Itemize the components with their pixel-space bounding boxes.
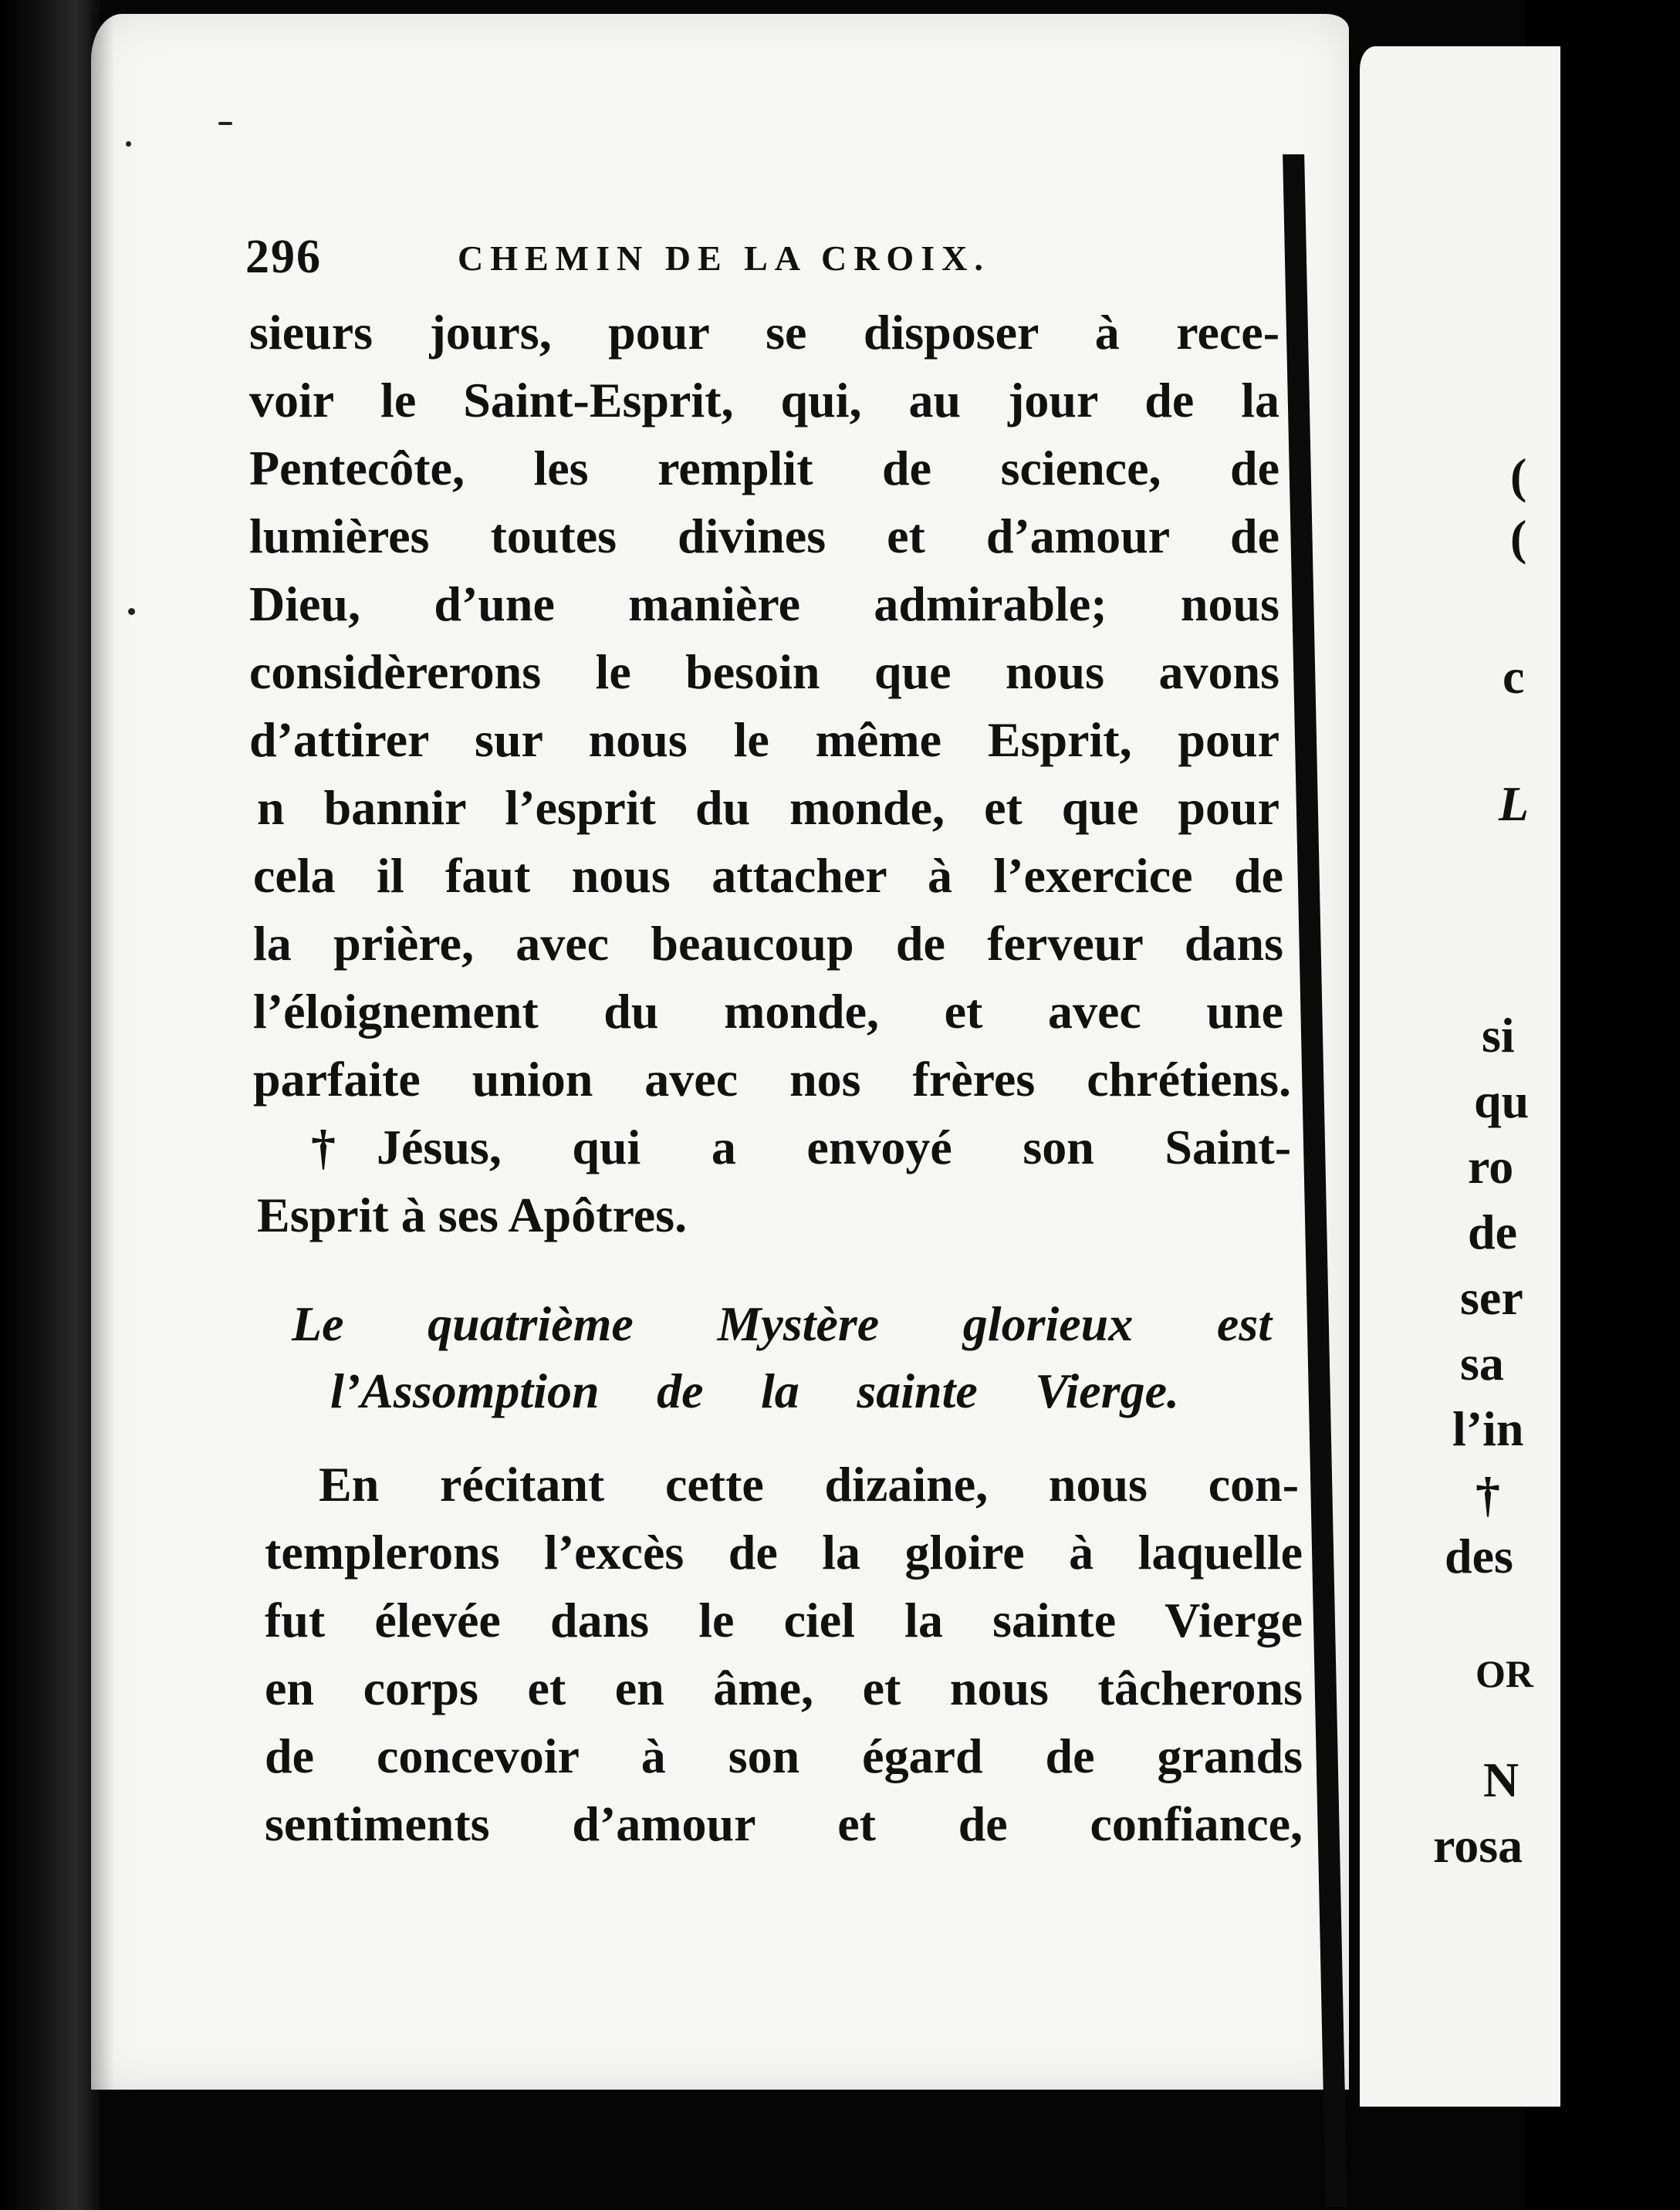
text-line: parfaite union avec nos frères chrétiens. xyxy=(253,1052,1291,1107)
heading-line: l’Assomption de la sainte Vierge. xyxy=(330,1364,1179,1418)
text-line: fut élevée dans le ciel la sainte Vierge xyxy=(265,1593,1303,1647)
text-line: En récitant cette dizaine, nous con- xyxy=(319,1457,1299,1512)
facing-page-fragment: des xyxy=(1445,1529,1513,1583)
facing-page-fragment: OR xyxy=(1475,1652,1533,1695)
text-line: Dieu, d’une manière admirable; nous xyxy=(249,576,1279,631)
facing-page-fragment: rosa xyxy=(1433,1818,1523,1873)
ink-speck xyxy=(218,122,232,125)
text-line: d’attirer sur nous le même Esprit, pour xyxy=(249,712,1279,767)
text-line: sentiments d’amour et de confiance, xyxy=(265,1796,1303,1851)
facing-page-fragment: † xyxy=(1475,1467,1500,1522)
left-page xyxy=(91,14,1349,2090)
text-line: la prière, avec beaucoup de ferveur dans xyxy=(253,916,1283,971)
cross-symbol: † xyxy=(311,1120,336,1174)
facing-page-fragment: N xyxy=(1483,1752,1519,1807)
facing-page-fragment: qu xyxy=(1474,1073,1530,1128)
facing-page xyxy=(1360,46,1560,2107)
ink-speck xyxy=(128,608,135,615)
text-line: lumières toutes divines et d’amour de xyxy=(249,509,1279,563)
text-line: considèrerons le besoin que nous avons xyxy=(249,644,1279,699)
invocation-line: Jésus, qui a envoyé son Saint- xyxy=(377,1120,1291,1174)
text-line: sieurs jours, pour se disposer à rece- xyxy=(249,305,1279,360)
text-line: en corps et en âme, et nous tâcherons xyxy=(265,1661,1303,1715)
text-line: l’éloignement du monde, et avec une xyxy=(253,984,1283,1039)
facing-page-fragment: si xyxy=(1482,1008,1515,1063)
text-line: n bannir l’esprit du monde, et que pour xyxy=(257,780,1279,835)
ink-speck xyxy=(126,141,131,147)
text-line: voir le Saint-Esprit, qui, au jour de la xyxy=(249,373,1279,427)
text-line: Pentecôte, les remplit de science, de xyxy=(249,441,1279,495)
facing-page-fragment: sa xyxy=(1460,1336,1504,1391)
facing-page-fragment: ( xyxy=(1510,510,1527,565)
facing-page-fragment: ( xyxy=(1510,448,1527,503)
text-line: templerons l’excès de la gloire à laquelle xyxy=(265,1525,1303,1580)
page-number: 296 xyxy=(245,231,322,283)
facing-page-fragment: de xyxy=(1468,1205,1517,1259)
facing-page-fragment: c xyxy=(1503,649,1525,704)
heading-line: Le quatrième Mystère glorieux est xyxy=(292,1296,1272,1351)
facing-page-fragment: ser xyxy=(1460,1270,1523,1325)
book-binding-shadow xyxy=(0,0,100,2210)
text-line: de concevoir à son égard de grands xyxy=(265,1728,1303,1783)
invocation-line: Esprit à ses Apôtres. xyxy=(257,1188,688,1242)
facing-page-fragment: L xyxy=(1499,776,1530,831)
text-line: cela il faut nous attacher à l’exercice de xyxy=(253,848,1283,903)
running-head: CHEMIN DE LA CROIX. xyxy=(458,238,990,278)
facing-page-fragment: ro xyxy=(1468,1139,1514,1194)
facing-page-fragment: l’in xyxy=(1452,1401,1524,1456)
